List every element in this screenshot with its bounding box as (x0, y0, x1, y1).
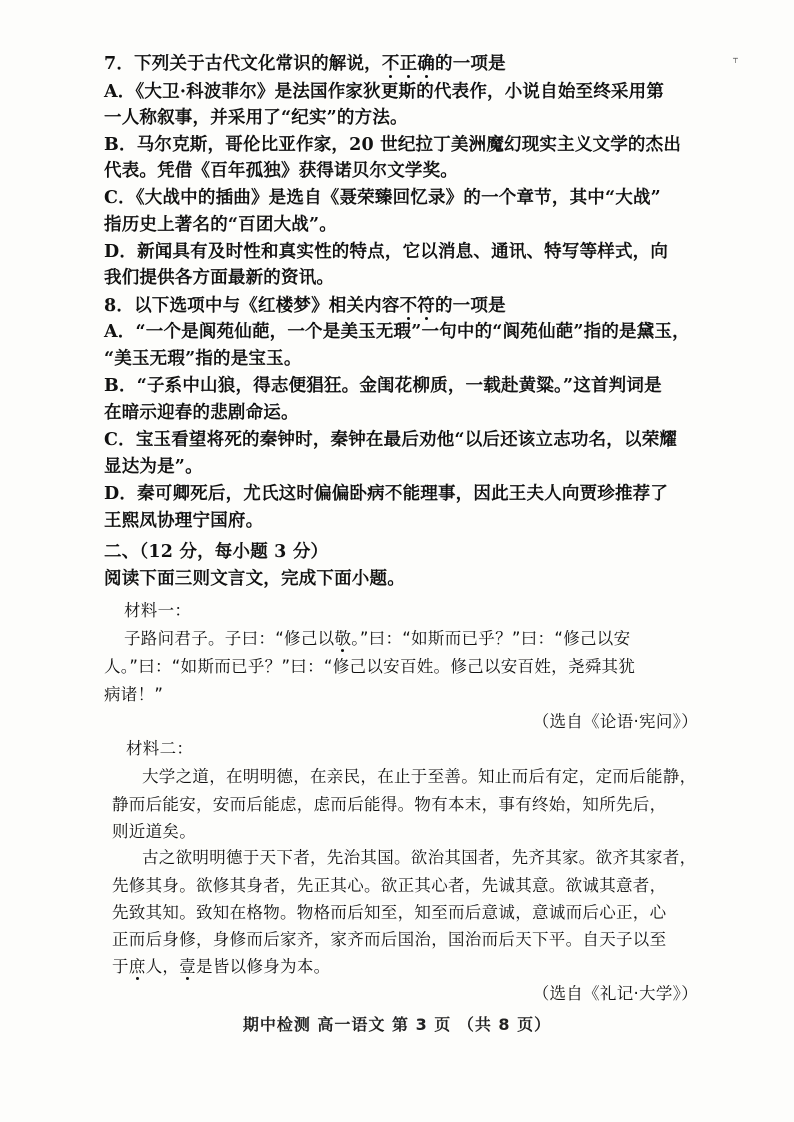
q8-option-b-line2: 在暗示迎春的悲剧命运。 (104, 403, 299, 423)
material2-p2-line3: 先致其知。致知在格物。物格而后知至，知至而后意诚，意诚而后心正，心 (112, 903, 667, 922)
material2-p2-line5: 于庶人，壹是皆以修身为本。 (112, 957, 331, 976)
material2-p1-line3: 则近道矣。 (112, 822, 196, 841)
q7-option-b-line1: B．马尔克斯，哥伦比亚作家，20 世纪拉丁美洲魔幻现实主义文学的杰出 (104, 135, 682, 155)
q7-option-c-line1: C．《大战中的插曲》是选自《聂荣臻回忆录》的一个章节，其中“大战” (104, 188, 661, 208)
q8-option-c-line2: 显达为是”。 (104, 457, 203, 477)
q8-option-b-line1: B．“子系中山狼，得志便猖狂。金闺花柳质，一载赴黄粱。”这首判词是 (104, 376, 662, 396)
material2-source: （选自《礼记·大学》） (532, 984, 698, 1003)
q7-option-a-line2: 一人称叙事，并采用了“纪实”的方法。 (104, 108, 408, 128)
material1-line1: 子路问君子。子曰：“修己以敬。”曰：“如斯而已乎？”曰：“修己以安 (124, 629, 631, 648)
material1-line2: 人。”曰：“如斯而已乎？”曰：“修己以安百姓。修己以安百姓，尧舜其犹 (104, 657, 636, 676)
q7-option-a-line1: A．《大卫·科波菲尔》是法国作家狄更斯的代表作，小说自始至终采用第 (104, 82, 665, 102)
corner-mark: ┬ (733, 54, 738, 63)
q7-option-d-line2: 我们提供各方面最新的资讯。 (104, 268, 335, 288)
q8-option-c-line1: C．宝玉看望将死的秦钟时，秦钟在最后劝他“以后还该立志功名，以荣耀 (104, 430, 678, 450)
q8-stem: 8．以下选项中与《红楼梦》相关内容不符的一项是 (104, 296, 506, 316)
material2-p2-line1: 古之欲明明德于天下者，先治其国。欲治其国者，先齐其家。欲齐其家者， (142, 848, 697, 867)
material2-p2-line4: 正而后身修，身修而后家齐，家齐而后国治，国治而后天下平。自天子以至 (112, 930, 667, 949)
q8-option-d-line1: D．秦可卿死后，尤氏这时偏偏卧病不能理事，因此王夫人向贾珍推荐了 (104, 484, 669, 504)
material1-source: （选自《论语·宪问》） (532, 712, 698, 731)
material2-label: 材料二： (126, 739, 194, 758)
material1-line3: 病诸！” (104, 685, 164, 704)
q7-option-c-line2: 指历史上著名的“百团大战”。 (104, 215, 337, 235)
material1-label: 材料一： (124, 601, 192, 620)
material2-p2-line2: 先修其身。欲修其身者，先正其心。欲正其心者，先诚其意。欲诚其意者， (112, 876, 667, 895)
q7-option-b-line2: 代表。凭借《百年孤独》获得诺贝尔文学奖。 (104, 161, 458, 181)
q8-option-a-line2: “美玉无瑕”指的是宝玉。 (104, 349, 302, 369)
section2-intro: 阅读下面三则文言文，完成下面小题。 (104, 569, 405, 589)
q8-option-a-line1: A．“一个是阆苑仙葩，一个是美玉无瑕”一句中的“阆苑仙葩”指的是黛玉， (104, 322, 690, 342)
page-footer: 期中检测 高一语文 第 3 页 （共 8 页） (242, 1015, 552, 1034)
q8-option-d-line2: 王熙凤协理宁国府。 (104, 511, 264, 531)
q7-option-d-line1: D．新闻具有及时性和真实性的特点，它以消息、通讯、特写等样式，向 (104, 242, 669, 262)
section2-heading: 二、（12 分，每小题 3 分） (104, 542, 329, 562)
material2-p1-line2: 静而后能安，安而后能虑，虑而后能得。物有本末，事有终始，知所先后， (112, 795, 667, 814)
material2-p1-line1: 大学之道，在明明德，在亲民，在止于至善。知止而后有定，定而后能静， (142, 767, 697, 786)
q7-stem: 7．下列关于古代文化常识的解说，不正确的一项是 (104, 54, 506, 74)
